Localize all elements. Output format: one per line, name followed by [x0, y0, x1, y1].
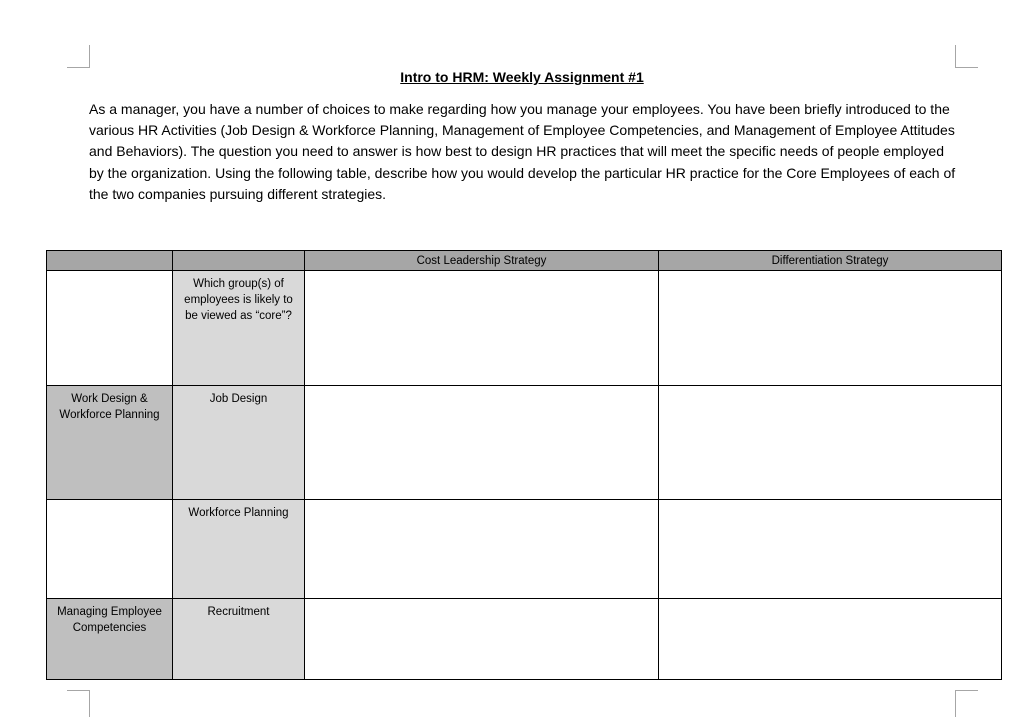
cost-leadership-answer-cell[interactable]: [305, 500, 659, 599]
page-corner-bottom-left: [67, 690, 90, 717]
page-corner-top-left: [67, 45, 90, 68]
table-row: [47, 599, 1002, 680]
header-cell-differentiation: Differentiation Strategy: [659, 251, 1002, 271]
practice-cell: Job Design: [173, 386, 305, 500]
activity-cell: [47, 500, 173, 599]
cost-leadership-answer-cell[interactable]: [305, 599, 659, 680]
differentiation-answer-cell[interactable]: [659, 500, 1002, 599]
table-header-row: [47, 251, 1002, 271]
activity-cell: [47, 271, 173, 386]
header-cell-cost-leadership: Cost Leadership Strategy: [305, 251, 659, 271]
hr-strategy-table: [46, 250, 1002, 680]
differentiation-answer-cell[interactable]: [659, 271, 1002, 386]
differentiation-answer-cell[interactable]: [659, 386, 1002, 500]
activity-cell: Managing Employee Competencies: [47, 599, 173, 680]
table-row: [47, 271, 1002, 386]
differentiation-answer-cell[interactable]: [659, 599, 1002, 680]
cost-leadership-answer-cell[interactable]: [305, 386, 659, 500]
practice-cell: Recruitment: [173, 599, 305, 680]
practice-cell: Workforce Planning: [173, 500, 305, 599]
header-cell-activity: [47, 251, 173, 271]
header-cell-practice: [173, 251, 305, 271]
cost-leadership-answer-cell[interactable]: [305, 271, 659, 386]
document-title: Intro to HRM: Weekly Assignment #1: [400, 69, 644, 85]
page-corner-top-right: [955, 45, 978, 68]
table-row: [47, 500, 1002, 599]
activity-cell: Work Design & Workforce Planning: [47, 386, 173, 500]
intro-paragraph: As a manager, you have a number of choices to make regarding how you manage your employees. You have been briefly introduced to the various HR Activities (Job Design & Workforce Planning, Management of Employee Competencies, and Management of Employee Attitudes and Behaviors). The question you need to answer is how best to design HR practices that will meet the specific needs of people employed by the organization. Using the following table, describe how you would develop the particular HR practice for the Core Employees of each of the two companies pursuing different strategies.: [89, 101, 956, 202]
practice-cell: Which group(s) of employees is likely to be viewed as “core”?: [173, 271, 305, 386]
table-row: [47, 386, 1002, 500]
page-corner-bottom-right: [955, 690, 978, 717]
